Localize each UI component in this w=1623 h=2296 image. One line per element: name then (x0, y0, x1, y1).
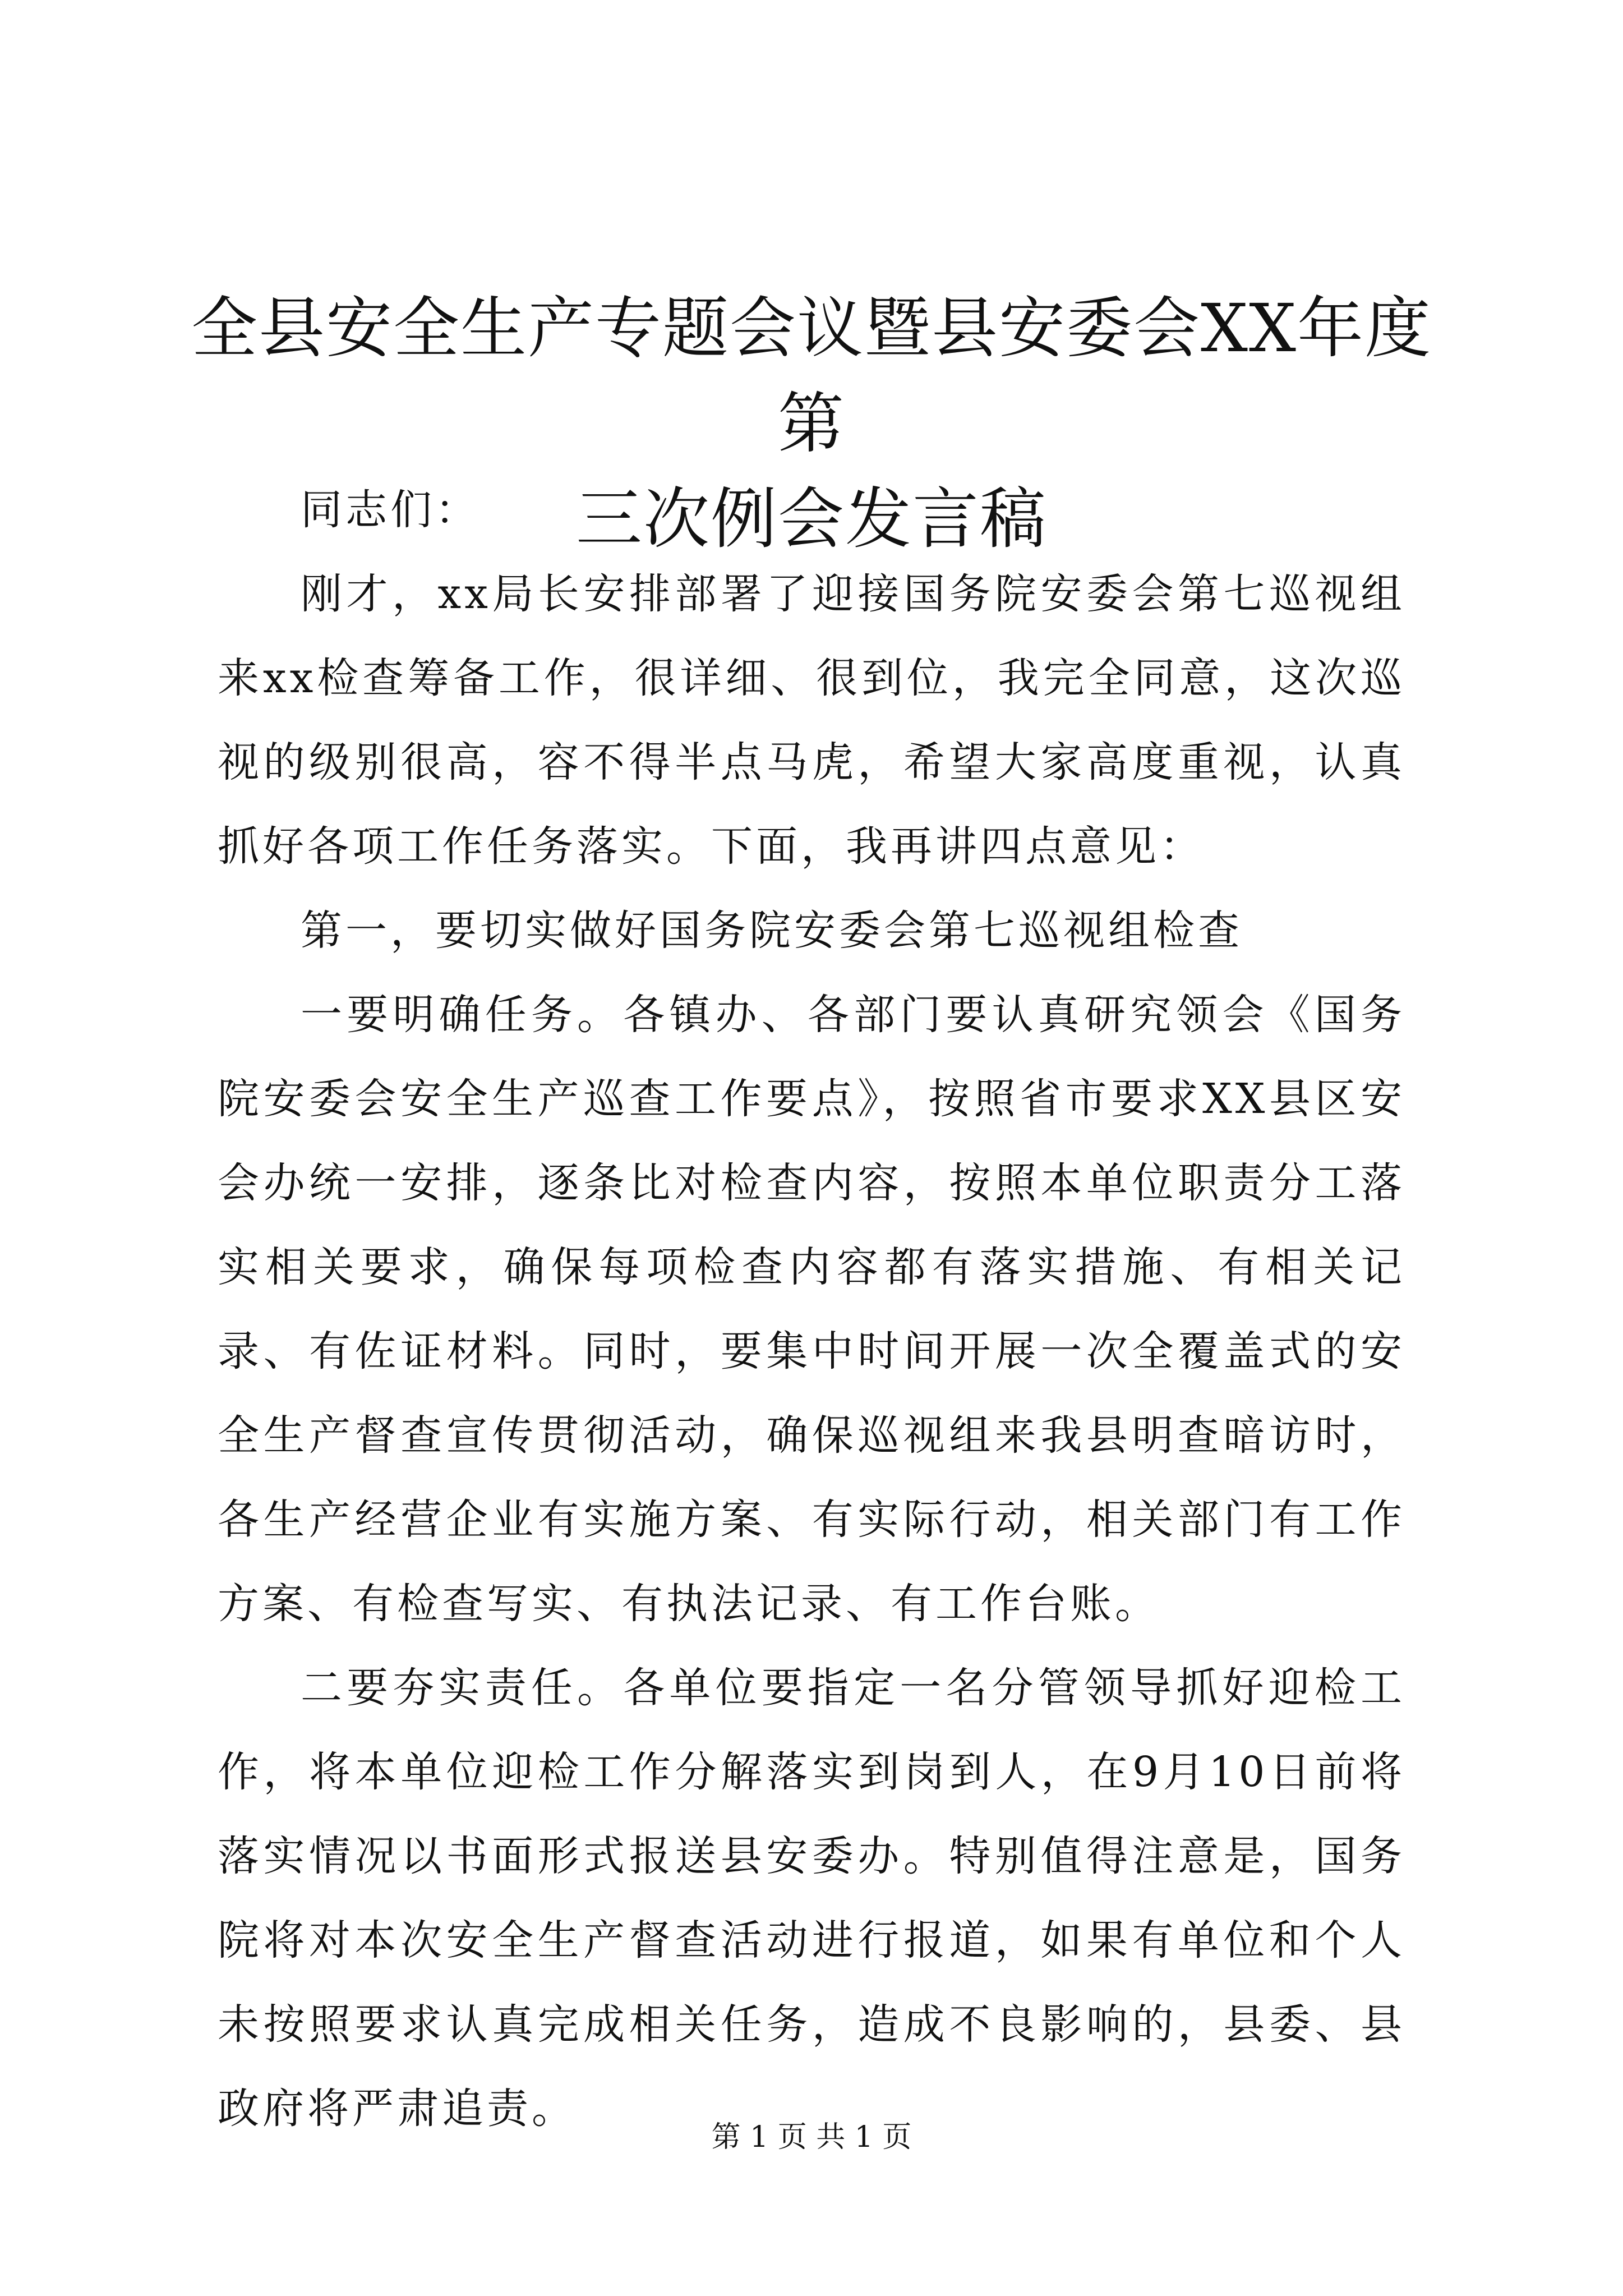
body-paragraph: 二要夯实责任。各单位要指定一名分管领导抓好迎检工作，将本单位迎检工作分解落实到岗到人，在9月10日前将落实情况以书面形式报送县安委办。特别值得注意是，国务院将对本次安全生产督查活动进行报道，如果有单位和个人未按照要求认真完成相关任务，造成不良影响的，县委、县政府将严肃追责。 (218, 1664, 1405, 2133)
body-paragraph: 刚才，xx局长安排部署了迎接国务院安委会第七巡视组来xx检查筹备工作，很详细、很到位，我完全同意，这次巡视的级别很高，容不得半点马虎，希望大家高度重视，认真抓好各项工作任务落实。下面，我再讲四点意见： (218, 570, 1405, 871)
section-heading: 第一，要切实做好国务院安委会第七巡视组检查 (301, 907, 1243, 955)
title-line-2: 三次例会发言稿 (575, 480, 1047, 558)
body-paragraph: 一要明确任务。各镇办、各部门要认真研究领会《国务院安委会安全生产巡查工作要点》，按照省市要求XX县区安会办统一安排，逐条比对检查内容，按照本单位职责分工落实相关要求，确保每项检查内容都有落实措施、有相关记录、有佐证材料。同时，要集中时间开展一次全覆盖式的安全生产督查宣传贯彻活动，确保巡视组来我县明查暗访时，各生产经营企业有实施方案、有实际行动，相关部门有工作方案、有检查写实、有执法记录、有工作台账。 (218, 991, 1405, 1628)
salutation: 同志们： (301, 486, 480, 534)
title-line-1: 全县安全生产专题会议暨县安委会XX年度第 (191, 289, 1432, 462)
document-body (218, 468, 1405, 2151)
page-number-footer: 第 1 页 共 1 页 (711, 2120, 912, 2154)
